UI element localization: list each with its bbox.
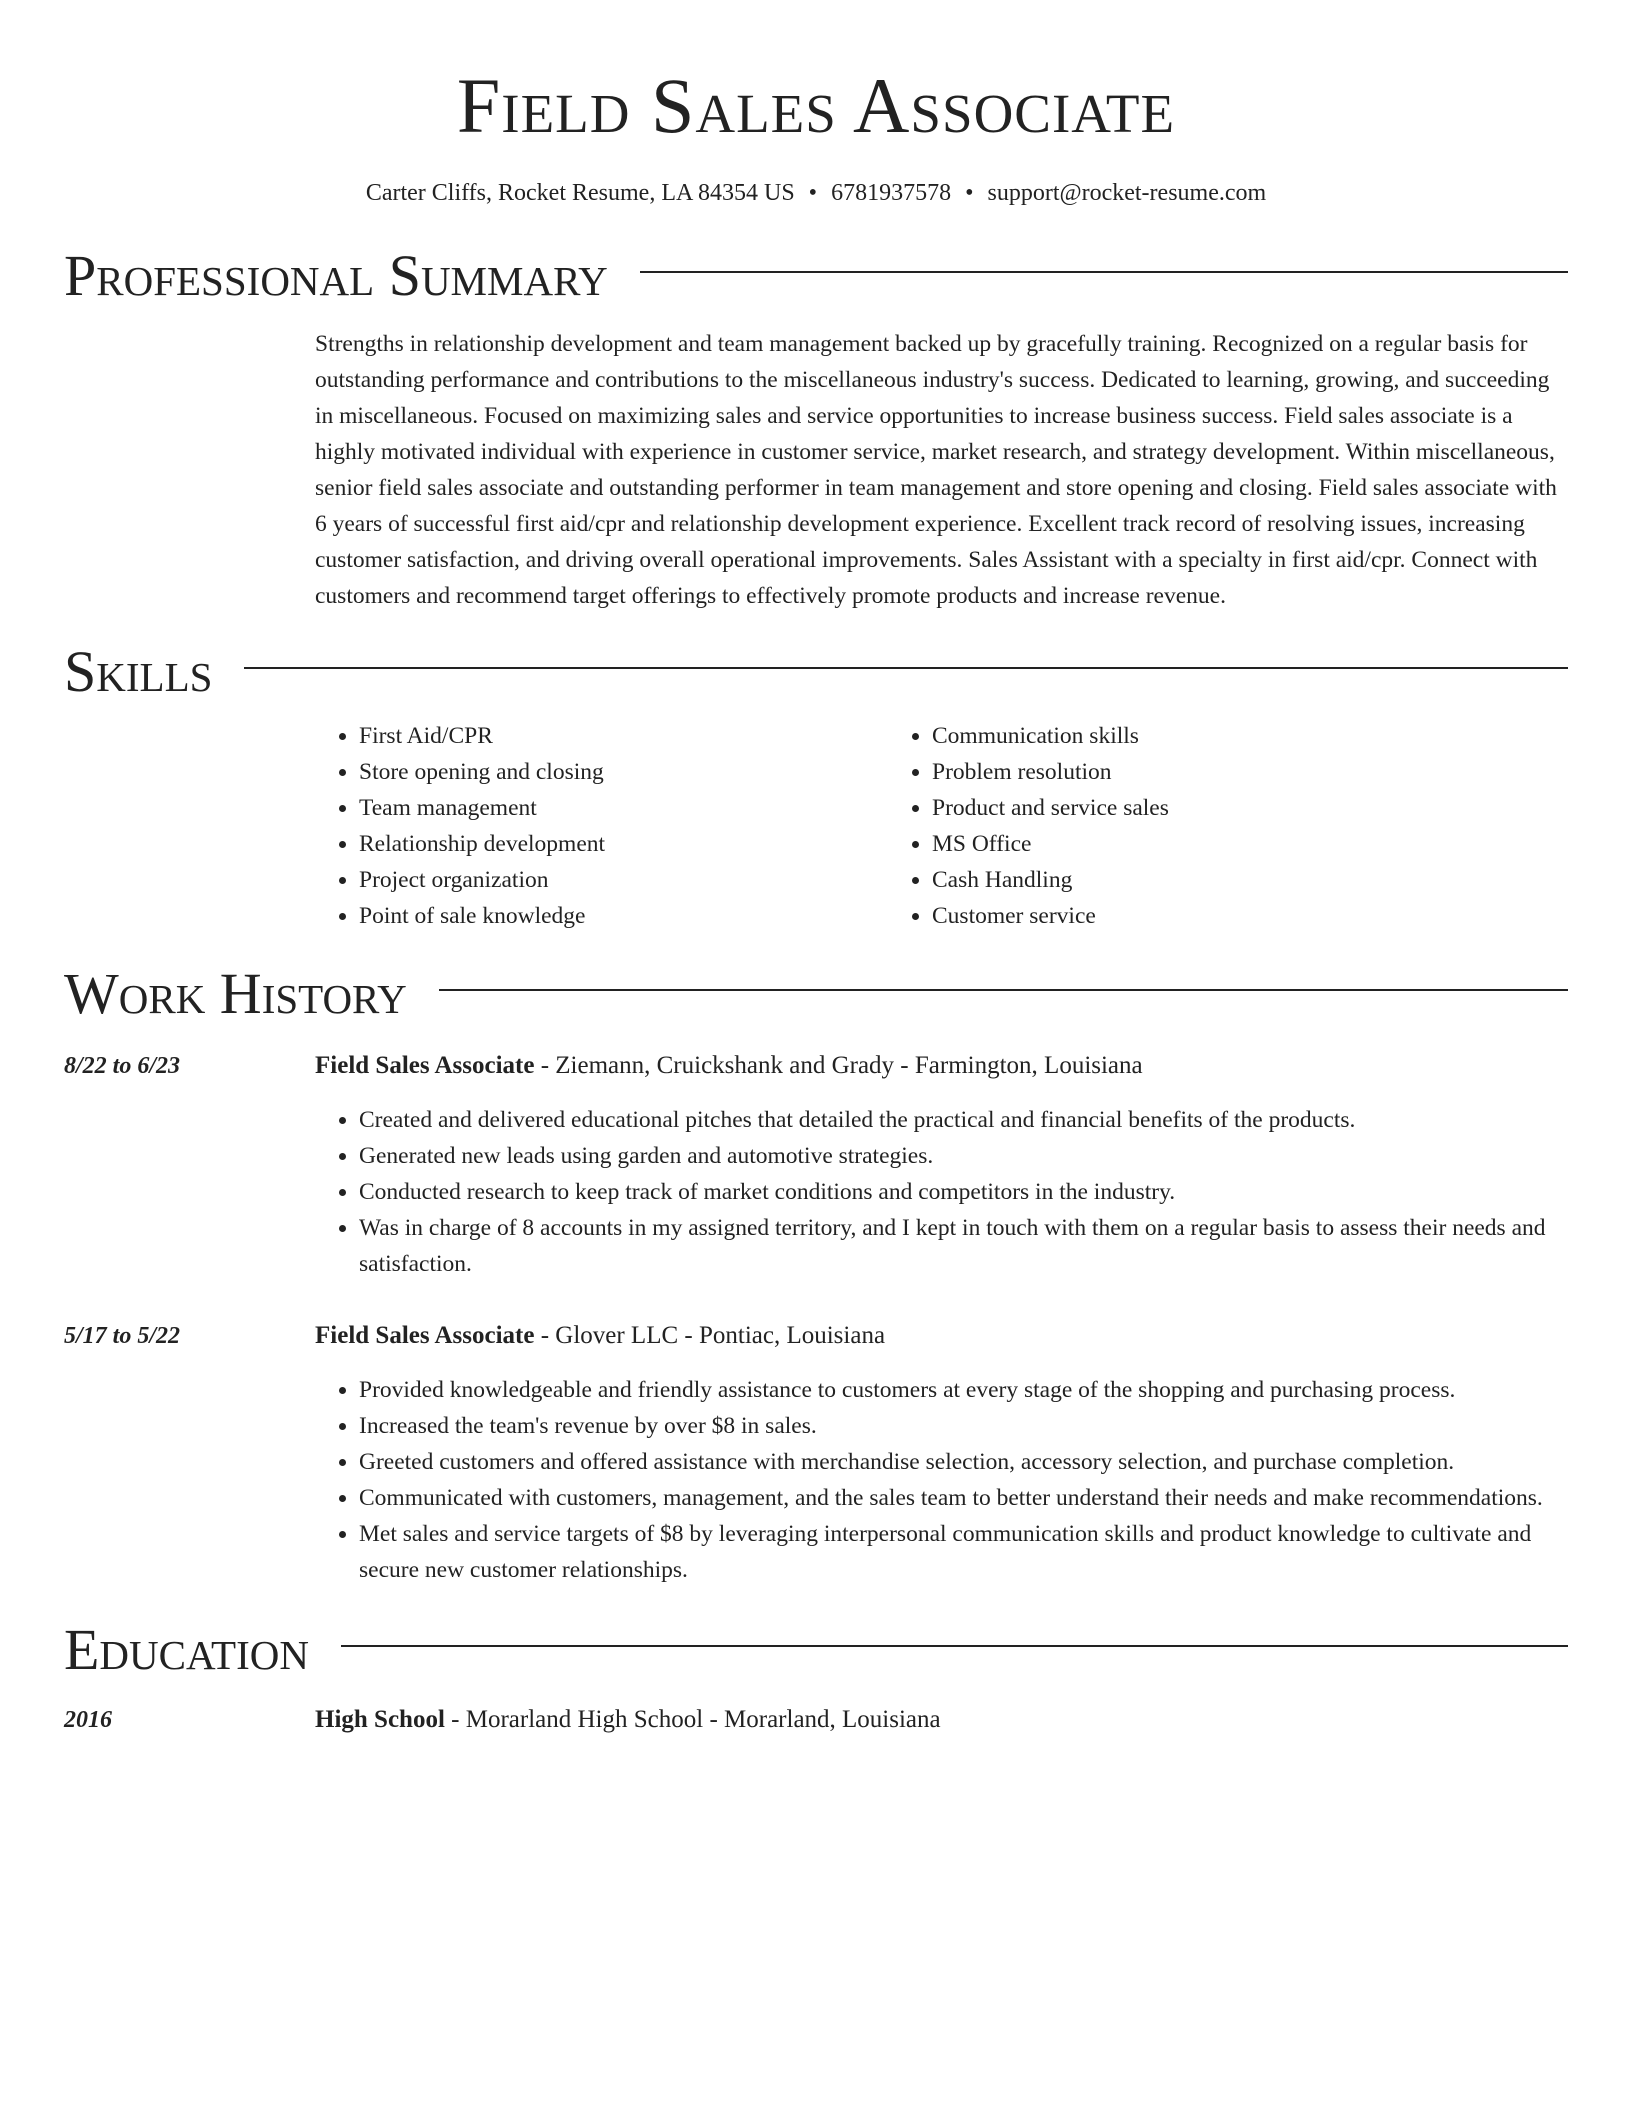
job-title-line bbox=[315, 1048, 1568, 1084]
skills-section-title: Skills bbox=[64, 639, 213, 704]
section-divider bbox=[341, 1645, 1568, 1647]
job-bullets bbox=[315, 1372, 1568, 1588]
contact-line bbox=[64, 176, 1568, 210]
skills-column-left bbox=[315, 718, 888, 934]
section-divider bbox=[244, 667, 1568, 669]
job-bullet: • Was in charge of 8 accounts in my assigned territory, and I kept in touch with them on a regular basis to assess their needs and satisfaction. bbox=[359, 1210, 1568, 1282]
job-entry bbox=[64, 1048, 1568, 1282]
education-degree: High School bbox=[315, 1706, 445, 1733]
job-role: Field Sales Associate bbox=[315, 1322, 535, 1349]
skill-item: • MS Office bbox=[932, 826, 1461, 862]
section-divider bbox=[439, 989, 1568, 991]
contact-email: support@rocket-resume.com bbox=[987, 180, 1267, 206]
job-bullet: • Conducted research to keep track of market conditions and competitors in the industry. bbox=[359, 1174, 1568, 1210]
skills-column-right bbox=[888, 718, 1461, 934]
job-content bbox=[315, 1318, 1568, 1588]
skill-item: • Store opening and closing bbox=[359, 754, 888, 790]
skill-item: • Project organization bbox=[359, 862, 888, 898]
education-school: - Morarland High School - Morarland, Louisiana bbox=[444, 1706, 941, 1733]
job-entry bbox=[64, 1318, 1568, 1588]
skill-item: • Relationship development bbox=[359, 826, 888, 862]
skill-item: • Point of sale knowledge bbox=[359, 898, 888, 934]
resume-name: Field Sales Associate bbox=[456, 62, 1176, 149]
contact-separator: • bbox=[808, 180, 818, 206]
job-dates: 8/22 to 6/23 bbox=[64, 1053, 181, 1079]
job-bullet: • Met sales and service targets of $8 by leveraging interpersonal communication skills and product knowledge to cultivate and secure new customer relationships. bbox=[359, 1516, 1568, 1588]
education-content bbox=[315, 1702, 1568, 1738]
job-content bbox=[315, 1048, 1568, 1282]
section-divider bbox=[640, 271, 1568, 273]
job-employer: - Glover LLC - Pontiac, Louisiana bbox=[534, 1322, 886, 1349]
job-bullet: • Provided knowledgeable and friendly assistance to customers at every stage of the shopping and purchasing process. bbox=[359, 1372, 1568, 1408]
education-section-title: Education bbox=[64, 1617, 309, 1682]
skill-item: • Cash Handling bbox=[932, 862, 1461, 898]
skill-item: • Team management bbox=[359, 790, 888, 826]
job-bullet: • Communicated with customers, management, and the sales team to better understand their needs and make recommendations. bbox=[359, 1480, 1568, 1516]
job-employer: - Ziemann, Cruickshank and Grady - Farmington, Louisiana bbox=[534, 1052, 1143, 1079]
job-title-line bbox=[315, 1318, 1568, 1354]
skill-item: • Customer service bbox=[932, 898, 1461, 934]
summary-section-header bbox=[64, 244, 1568, 308]
education-title-line bbox=[315, 1702, 1568, 1738]
education-section-header bbox=[64, 1618, 1568, 1682]
summary-text: Strengths in relationship development and team management backed up by gracefully training. Recognized on a regular basis for outstanding performance and contributions to the miscellaneous industry's success. Dedicated to learning, growing, and succeeding in miscellaneous. Focused on maximizing sales and service opportunities to increase business success. Field sales associate is a highly motivated individual with experience in customer service, market research, and strategy development. Within miscellaneous, senior field sales associate and outstanding performer in team management and store opening and closing. Field sales associate with 6 years of successful first aid/cpr and relationship development experience. Excellent track record of resolving issues, increasing customer satisfaction, and driving overall operational improvements. Sales Assistant with a specialty in first aid/cpr. Connect with customers and recommend target offerings to effectively promote products and increase revenue. bbox=[315, 331, 1557, 609]
summary-section-title: Professional Summary bbox=[64, 243, 608, 308]
skills-list bbox=[315, 718, 1568, 934]
job-bullets bbox=[315, 1102, 1568, 1282]
job-role: Field Sales Associate bbox=[315, 1052, 535, 1079]
contact-separator: • bbox=[965, 180, 974, 206]
work-section-title: Work History bbox=[64, 961, 407, 1026]
work-section-header bbox=[64, 962, 1568, 1026]
job-bullet: • Increased the team's revenue by over $8 in sales. bbox=[359, 1408, 1568, 1444]
skills-section-header bbox=[64, 640, 1568, 704]
education-entry bbox=[64, 1702, 1568, 1738]
skill-item: • Product and service sales bbox=[932, 790, 1461, 826]
job-dates: 5/17 to 5/22 bbox=[64, 1323, 181, 1349]
skill-item: • Communication skills bbox=[932, 718, 1461, 754]
contact-phone: 6781937578 bbox=[831, 180, 952, 206]
job-bullet: • Greeted customers and offered assistance with merchandise selection, accessory selection, and purchase completion. bbox=[359, 1444, 1568, 1480]
job-bullet: • Created and delivered educational pitches that detailed the practical and financial benefits of the products. bbox=[359, 1102, 1568, 1138]
contact-address: Carter Cliffs, Rocket Resume, LA 84354 US bbox=[365, 180, 795, 206]
education-year: 2016 bbox=[64, 1707, 112, 1733]
skill-item: • Problem resolution bbox=[932, 754, 1461, 790]
skill-item: • First Aid/CPR bbox=[359, 718, 888, 754]
job-bullet: • Generated new leads using garden and automotive strategies. bbox=[359, 1138, 1568, 1174]
